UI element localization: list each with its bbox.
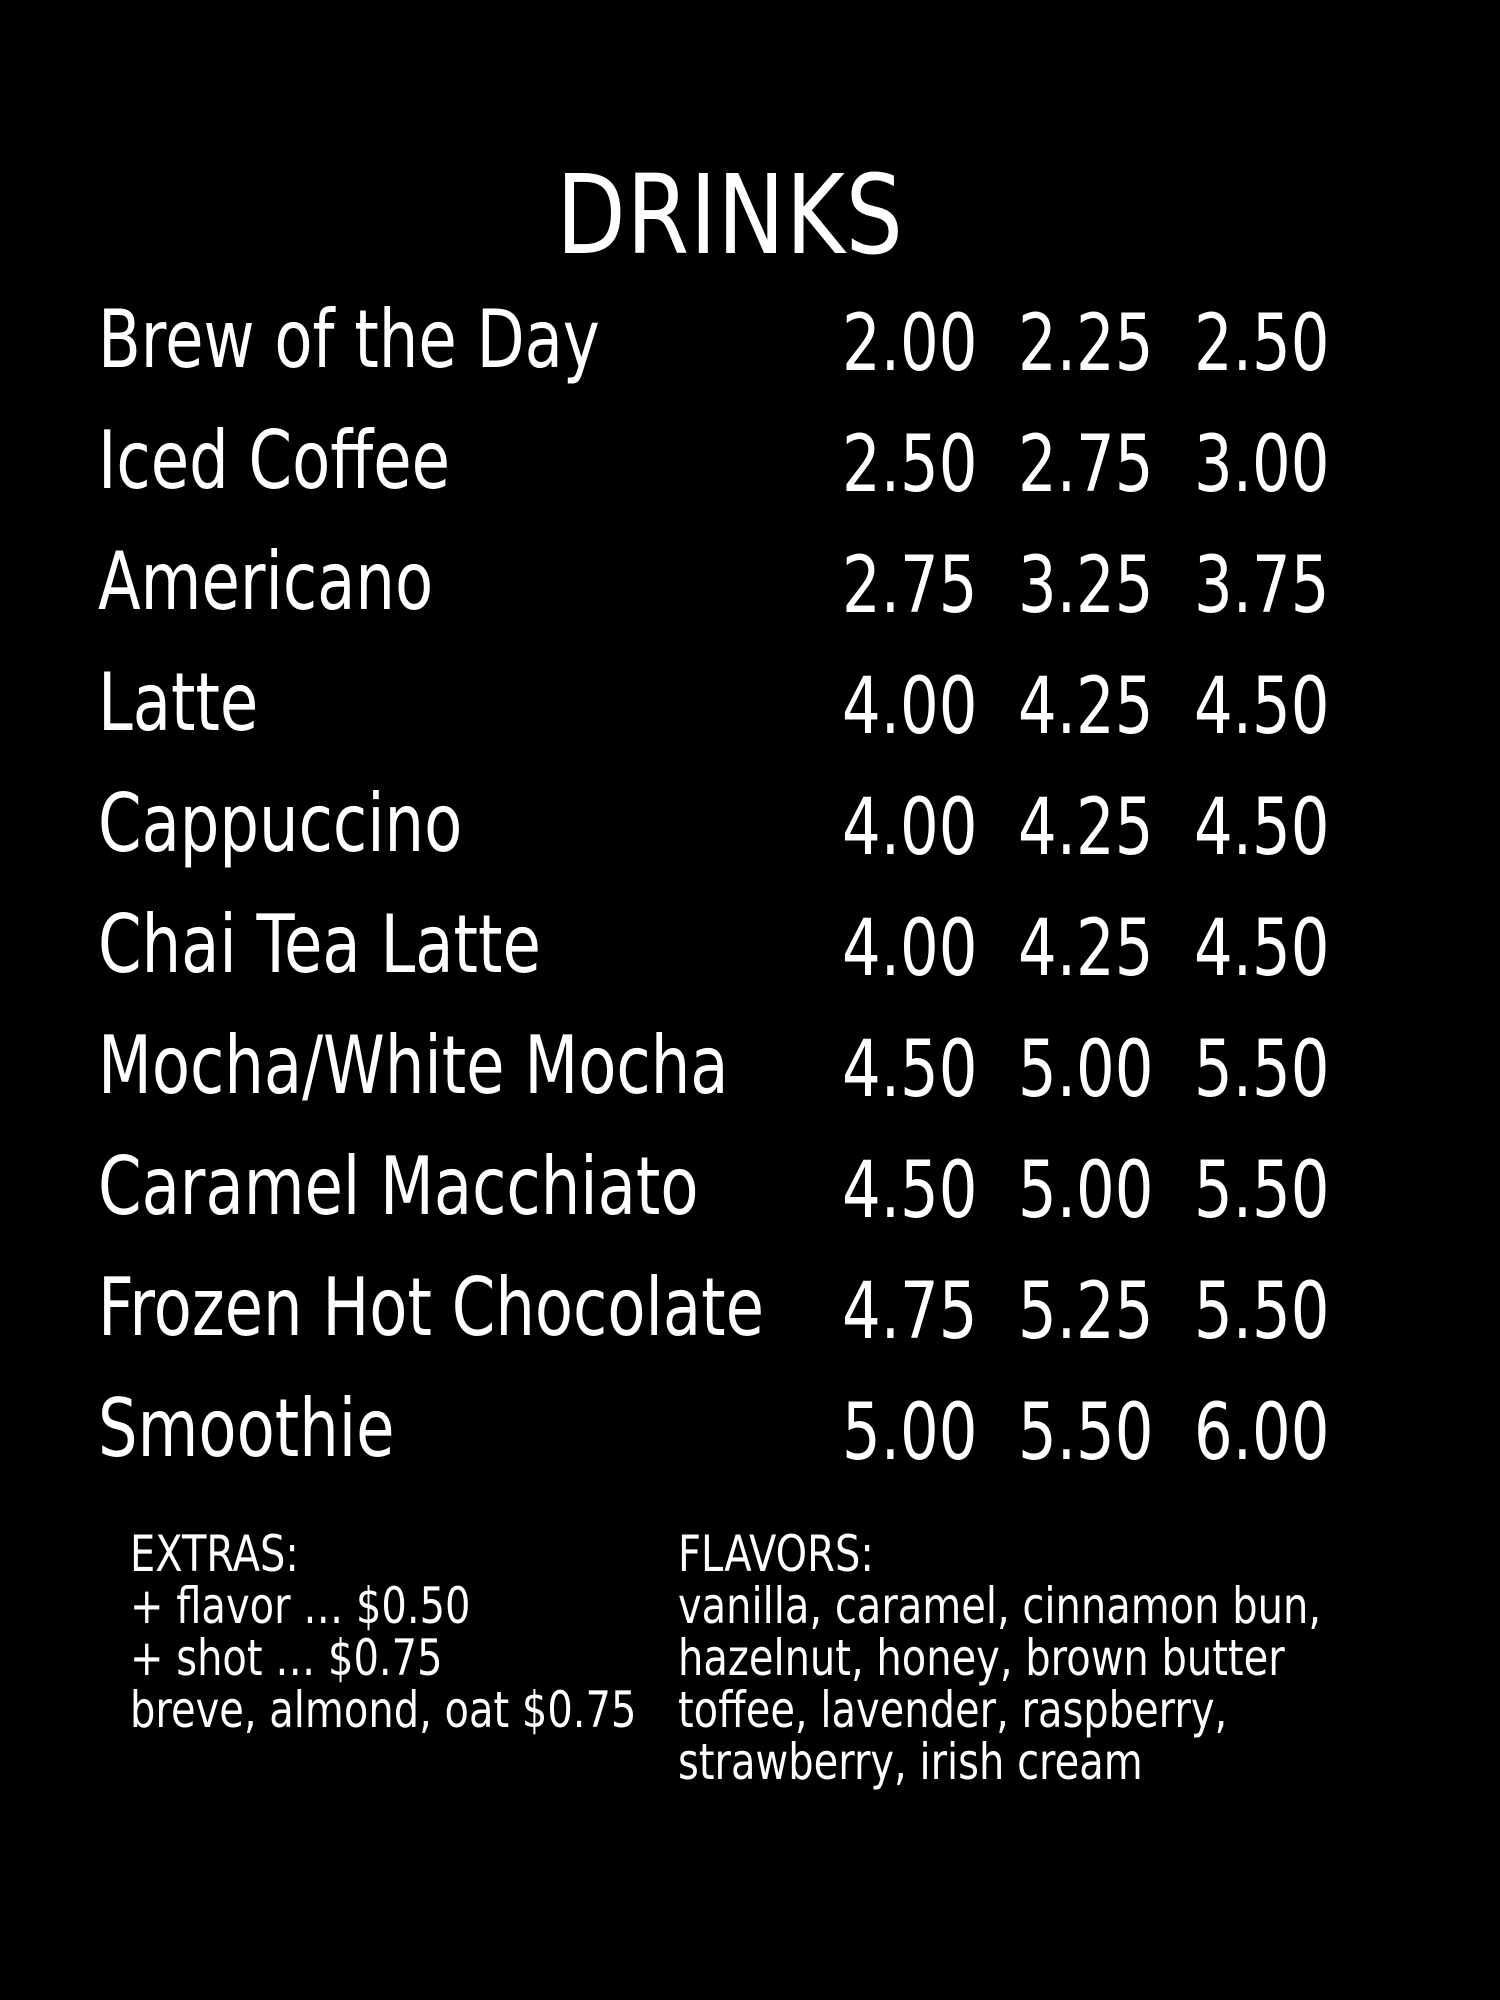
menu-title: DRINKS: [556, 151, 904, 279]
flavors-line: strawberry, irish cream: [678, 1733, 1143, 1791]
item-price-large: 2.50: [1194, 299, 1330, 389]
item-price-small: 4.00: [842, 783, 978, 873]
item-name: Brew of the Day: [98, 293, 600, 386]
item-price-large: 5.50: [1194, 1025, 1330, 1115]
item-name: Iced Coffee: [98, 414, 451, 507]
item-price-medium: 5.00: [1018, 1025, 1154, 1115]
item-price-large: 4.50: [1194, 904, 1330, 994]
item-price-medium: 4.25: [1018, 662, 1154, 752]
item-price-large: 5.50: [1194, 1146, 1330, 1236]
item-price-medium: 4.25: [1018, 904, 1154, 994]
item-price-small: 2.75: [842, 541, 978, 631]
extras-line: + flavor … $0.50: [130, 1577, 471, 1635]
item-price-small: 4.50: [842, 1025, 978, 1115]
item-name: Americano: [98, 535, 434, 628]
menu-item: [0, 290, 1500, 390]
item-price-small: 4.75: [842, 1267, 978, 1357]
item-price-medium: 2.75: [1018, 420, 1154, 510]
item-price-small: 4.00: [842, 904, 978, 994]
menu-item: [0, 1258, 1500, 1358]
menu-item: [0, 1137, 1500, 1237]
flavors-line: vanilla, caramel, cinnamon bun,: [678, 1577, 1322, 1635]
menu-item: [0, 411, 1500, 511]
flavors-line: hazelnut, honey, brown butter: [678, 1629, 1285, 1687]
extras-line: + shot … $0.75: [130, 1629, 443, 1687]
item-price-small: 4.50: [842, 1146, 978, 1236]
menu-item: [0, 895, 1500, 995]
item-price-medium: 5.50: [1018, 1388, 1154, 1478]
item-name: Latte: [98, 656, 259, 749]
item-price-large: 4.50: [1194, 662, 1330, 752]
flavors-line: toffee, lavender, raspberry,: [678, 1681, 1228, 1739]
menu-item: [0, 1016, 1500, 1116]
item-price-medium: 4.25: [1018, 783, 1154, 873]
item-price-small: 2.00: [842, 299, 978, 389]
menu-item: [0, 532, 1500, 632]
item-price-large: 6.00: [1194, 1388, 1330, 1478]
extras-heading: EXTRAS:: [130, 1525, 299, 1583]
menu-item: [0, 774, 1500, 874]
item-name: Frozen Hot Chocolate: [98, 1261, 764, 1354]
item-name: Smoothie: [98, 1382, 395, 1475]
menu-item: [0, 653, 1500, 753]
item-price-medium: 5.00: [1018, 1146, 1154, 1236]
item-price-medium: 3.25: [1018, 541, 1154, 631]
item-price-large: 3.00: [1194, 420, 1330, 510]
item-price-medium: 2.25: [1018, 299, 1154, 389]
item-price-small: 5.00: [842, 1388, 978, 1478]
item-price-small: 2.50: [842, 420, 978, 510]
menu-item: [0, 1379, 1500, 1479]
item-price-medium: 5.25: [1018, 1267, 1154, 1357]
item-price-large: 4.50: [1194, 783, 1330, 873]
item-name: Caramel Macchiato: [98, 1140, 699, 1233]
item-price-small: 4.00: [842, 662, 978, 752]
item-name: Chai Tea Latte: [98, 898, 541, 991]
item-name: Mocha/White Mocha: [98, 1019, 729, 1112]
item-price-large: 3.75: [1194, 541, 1330, 631]
flavors-heading: FLAVORS:: [678, 1525, 874, 1583]
extras-line: breve, almond, oat $0.75: [130, 1681, 637, 1739]
item-price-large: 5.50: [1194, 1267, 1330, 1357]
extras-section: [130, 1525, 637, 1739]
item-name: Cappuccino: [98, 777, 463, 870]
flavors-section: [678, 1525, 1322, 1791]
